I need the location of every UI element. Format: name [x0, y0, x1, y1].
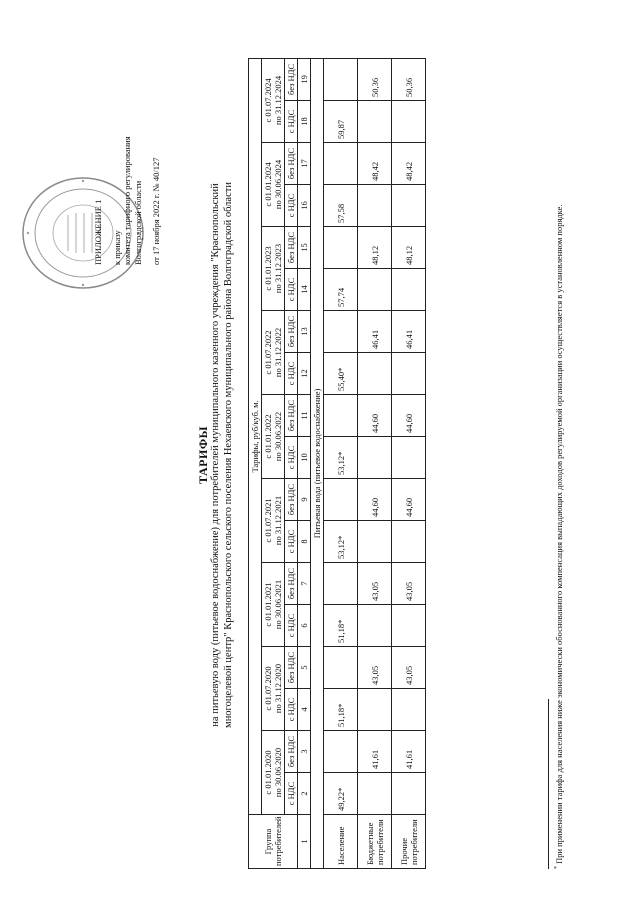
period-header — [262, 479, 285, 563]
appendix-title: ПРИЛОЖЕНИЕ 1 — [93, 199, 103, 265]
vat-with-header: с НДС — [285, 773, 298, 815]
tariff-cell: 46,41 — [392, 311, 426, 353]
tariff-cell: 59,87 — [324, 101, 358, 143]
column-number: 13 — [298, 311, 311, 353]
appendix-line: комитета тарифного регулирования — [122, 136, 132, 265]
column-number: 2 — [298, 773, 311, 815]
tariff-cell: 48,12 — [358, 227, 392, 269]
period-start: с 01.01.2022 — [263, 414, 273, 459]
period-end: по 31.12.2023 — [273, 243, 283, 294]
vat-with-header: с НДС — [285, 605, 298, 647]
tariff-cell: 41,61 — [358, 731, 392, 773]
column-number: 16 — [298, 185, 311, 227]
tariff-cell: 43,05 — [358, 563, 392, 605]
column-number: 12 — [298, 353, 311, 395]
tariff-cell: 57,58 — [324, 185, 358, 227]
table-row — [324, 58, 358, 868]
period-end: по 31.12.2020 — [273, 663, 283, 714]
vat-with-header: с НДС — [285, 101, 298, 143]
column-number: 5 — [298, 647, 311, 689]
tariff-cell — [358, 353, 392, 395]
tariff-cell — [324, 647, 358, 689]
period-start: с 01.01.2020 — [263, 750, 273, 795]
tariff-cell: 43,05 — [392, 563, 426, 605]
table-row — [392, 58, 426, 868]
vat-without-header: без НДС — [285, 143, 298, 185]
tariff-cell: 43,05 — [358, 647, 392, 689]
vat-without-header: без НДС — [285, 58, 298, 100]
tariff-cell — [392, 353, 426, 395]
tariff-cell — [324, 395, 358, 437]
tariff-cell — [358, 101, 392, 143]
footnote — [552, 69, 564, 869]
tariff-cell: 53,12* — [324, 521, 358, 563]
page-title: ТАРИФЫ — [196, 426, 210, 484]
column-number: 11 — [298, 395, 311, 437]
column-number: 17 — [298, 143, 311, 185]
period-end: по 31.12.2021 — [273, 495, 283, 546]
tariff-cell — [392, 521, 426, 563]
tariff-cell — [392, 269, 426, 311]
tariff-cell: 46,41 — [358, 311, 392, 353]
period-end: по 30.06.2021 — [273, 579, 283, 630]
tariffs-table — [248, 58, 426, 869]
tariff-cell: 43,05 — [392, 647, 426, 689]
column-number: 4 — [298, 689, 311, 731]
footnote-divider — [548, 699, 549, 869]
period-header — [262, 647, 285, 731]
tariff-cell — [392, 437, 426, 479]
section-label: Питьевая вода (питьевое водоснабжение) — [311, 58, 324, 868]
vat-without-header: без НДС — [285, 395, 298, 437]
tariff-cell: 49,22* — [324, 773, 358, 815]
vat-without-header: без НДС — [285, 731, 298, 773]
column-number: 6 — [298, 605, 311, 647]
period-end: по 31.12.2024 — [273, 75, 283, 126]
column-number: 9 — [298, 479, 311, 521]
tariff-cell: 57,74 — [324, 269, 358, 311]
period-start: с 01.01.2021 — [263, 582, 273, 627]
footnote-mark: * — [554, 866, 560, 869]
page-subtitle-line: многоцелевой центр" Краснопольского сельского поселения Нехаевского муниципального района Волгоградской области — [222, 182, 234, 728]
tariff-cell — [324, 479, 358, 521]
tariff-cell — [324, 731, 358, 773]
vat-without-header: без НДС — [285, 647, 298, 689]
vat-without-header: без НДС — [285, 479, 298, 521]
tariff-cell — [392, 185, 426, 227]
period-start: с 01.07.2024 — [263, 78, 273, 123]
column-number: 1 — [298, 815, 311, 869]
tariff-cell — [358, 185, 392, 227]
tariff-cell — [358, 437, 392, 479]
tariff-cell — [324, 58, 358, 100]
tariff-cell — [392, 605, 426, 647]
tariff-cell: 48,42 — [358, 143, 392, 185]
page-subtitle-line: на питьевую воду (питьевое водоснабжение) для потребителей муниципального казенного учреждения "Краснопольский — [210, 183, 221, 727]
tariff-cell — [324, 227, 358, 269]
column-number: 10 — [298, 437, 311, 479]
appendix-order-date: от 17 ноября 2022 г. № 40/127 — [151, 157, 161, 265]
tariff-cell: 44,60 — [392, 479, 426, 521]
vat-with-header: с НДС — [285, 689, 298, 731]
tariff-cell: 51,18* — [324, 605, 358, 647]
tariff-cell: 50,36 — [392, 58, 426, 100]
column-number: 15 — [298, 227, 311, 269]
period-header — [262, 731, 285, 815]
column-number: 3 — [298, 731, 311, 773]
heading-block — [196, 30, 235, 880]
period-header — [262, 58, 285, 142]
tariff-cell: 44,60 — [358, 479, 392, 521]
period-end: по 30.06.2022 — [273, 411, 283, 462]
vat-with-header: с НДС — [285, 521, 298, 563]
tariff-cell — [358, 521, 392, 563]
period-start: с 01.07.2021 — [263, 498, 273, 543]
tariff-cell — [324, 563, 358, 605]
tariff-cell: 50,36 — [358, 58, 392, 100]
period-header — [262, 143, 285, 227]
period-end: по 30.06.2024 — [273, 159, 283, 210]
period-header — [262, 395, 285, 479]
footnote-text: При применении тарифа для населения ниже экономически обоснованного компенсация выпадающих доходов регулируемой организации осуществляется в установленном порядке. — [553, 204, 564, 864]
vat-with-header: с НДС — [285, 353, 298, 395]
period-header — [262, 227, 285, 311]
tariff-cell: 41,61 — [392, 731, 426, 773]
period-end: по 31.12.2022 — [273, 327, 283, 378]
header-tariffs: Тарифы, руб/куб. м. — [249, 58, 262, 814]
tariff-cell — [392, 689, 426, 731]
table-row — [358, 58, 392, 868]
column-number: 14 — [298, 269, 311, 311]
column-number: 8 — [298, 521, 311, 563]
period-start: с 01.07.2022 — [263, 330, 273, 375]
tariff-cell: 48,42 — [392, 143, 426, 185]
appendix-block — [93, 20, 162, 265]
period-start: с 01.01.2024 — [263, 162, 273, 207]
column-number: 19 — [298, 58, 311, 100]
appendix-line: к приказу — [111, 230, 122, 265]
tariff-cell — [358, 605, 392, 647]
tariff-cell: 51,18* — [324, 689, 358, 731]
vat-with-header: с НДС — [285, 437, 298, 479]
tariff-cell: 48,12 — [392, 227, 426, 269]
tariff-cell — [392, 101, 426, 143]
period-end: по 30.06.2020 — [273, 747, 283, 798]
tariff-cell — [358, 773, 392, 815]
vat-without-header: без НДС — [285, 563, 298, 605]
tariff-cell — [324, 143, 358, 185]
period-start: с 01.07.2020 — [263, 666, 273, 711]
tariff-cell: 44,60 — [392, 395, 426, 437]
tariff-cell — [392, 773, 426, 815]
vat-without-header: без НДС — [285, 311, 298, 353]
header-group: Группа потребителей — [249, 815, 298, 869]
consumer-group: Прочие потребители — [392, 815, 426, 869]
period-header — [262, 311, 285, 395]
period-header — [262, 563, 285, 647]
vat-with-header: с НДС — [285, 185, 298, 227]
period-header-row — [262, 58, 285, 868]
period-start: с 01.01.2023 — [263, 246, 273, 291]
tariff-cell: 53,12* — [324, 437, 358, 479]
column-number-row — [298, 58, 311, 868]
tariff-cell — [358, 689, 392, 731]
consumer-group: Бюджетные потребители — [358, 815, 392, 869]
consumer-group: Население — [324, 815, 358, 869]
vat-without-header: без НДС — [285, 227, 298, 269]
column-number: 18 — [298, 101, 311, 143]
tariff-cell: 55,40* — [324, 353, 358, 395]
tariff-cell — [358, 269, 392, 311]
vat-header-row — [285, 58, 298, 868]
vat-with-header: с НДС — [285, 269, 298, 311]
tariff-cell — [324, 311, 358, 353]
appendix-line: Волгоградской области — [132, 180, 143, 265]
tariff-cell: 44,60 — [358, 395, 392, 437]
column-number: 7 — [298, 563, 311, 605]
